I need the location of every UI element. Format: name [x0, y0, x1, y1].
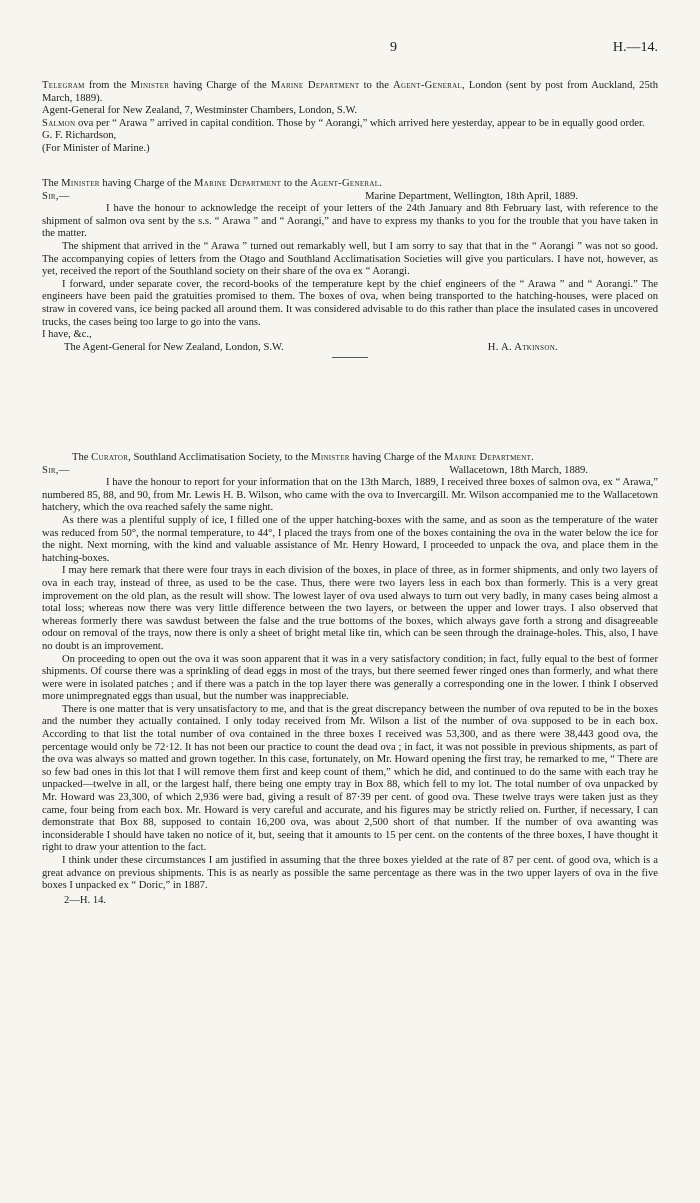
letter2-paragraph: On proceeding to open out the ova it was soon apparent that it was in a very satisfactory condition; in fact, fully equal to the best of former shipments. Of course there was a sprinkling of dead eggs in most of the trays, but there seemed fewer ringed ones than formerly, and what there were were in isolated patches ; and if there was a patch in the top layer there was generally a corresponding one in the lower. I think I observed more unimpregnated eggs than usual, but the number was inappreciable. — [42, 653, 658, 703]
letter1-salutation-row — [42, 191, 658, 204]
telegram-address: Agent-General for New Zealand, 7, Westminster Chambers, London, S.W. — [42, 105, 358, 117]
telegram-body — [42, 118, 658, 131]
telegram-body-part: ova per “ Arawa ” arrived in capital condition. Those by “ Aorangi,” which arrived here yesterday, appear to be in equally good order. — [75, 117, 645, 129]
letter1-paragraph: I forward, under separate cover, the record-books of the temperature kept by the chief engineers of the “ Arawa ” and “ Aorangi.” The engineers have been paid the gratuities promised to them. The boxes of ova, when being transported to the hatching-houses, were placed on straw in covered vans, ice being packed all around them. It was considered advisable to do this rather than place the insulated cases in uncovered trucks, the cases being too large to go into the vans. — [42, 278, 658, 328]
letter2-heading-part: Marine Department — [444, 452, 532, 463]
letter1-heading-part: Minister — [61, 178, 100, 189]
letter2-heading — [42, 452, 658, 465]
letter2-heading-part: Curator — [91, 452, 129, 463]
letter2-paragraph: I think under these circumstances I am justified in assuming that the three boxes yielded at the rate of 87 per cent. of good ova, which is a great advance on previous shipments. This is as nearly as possible the same percentage as there was in the two upper layers of ova in the five boxes I unpacked ex “ Doric,” in 1887. — [42, 855, 658, 892]
letter1-signature-row — [42, 342, 658, 355]
letter2-paragraph: I have the honour to report for your information that on the 13th March, 1889, I received three boxes of salmon ova, ex “ Arawa,” numbered 85, 88, and 90, from Mr. Lewis H. B. Wilson, who came with the ova to Invercargill. Mr. Wilson accompanied me to the Wallacetown hatchery, which the ova reached safely the same night. — [42, 477, 658, 514]
letter-curator-to-minister — [42, 452, 658, 907]
letter1-heading-part: Agent-General — [310, 178, 380, 189]
letter1-dateline: Marine Department, Wellington, 18th April, 1889. — [365, 190, 578, 202]
letter1-signatory: H. A. Atkinson. — [487, 341, 558, 353]
letter2-heading-part: having Charge of the — [349, 452, 444, 463]
telegram-title-part: , London (sent by post from Auckland, 25th March, 1889). — [42, 80, 659, 104]
parliamentary-reference: H.—14. — [612, 40, 658, 55]
telegram-title-part: Agent-General — [393, 80, 463, 91]
letter-minister-to-agent-general — [42, 178, 658, 361]
letter2-paragraph: There is one matter that is very unsatisfactory to me, and that is the great discrepancy between the number of ova reputed to be in the boxes and the number they actually contained. I only today received from Mr. Wilson a list of the number of ova supposed to be in each box. According to that list the total number of ova contained in the three boxes I received was 53,300, and as there were 38,443 good ova, the percentage would only be 72·12. It has not been our practice to count the dead ova ; in fact, it was not possible in previous shipments, as part of the ova was always so matted and grown together. In this case, fortunately, on Mr. Howard opening the first tray, he remarked to me, “ There are so few bad ones in this lot that I will remove them first and keep count of them,” which he did, and continued to do the same with each tray he unpacked—twelve in all, or the largest half, there being one empty tray in Box 88, which fell to my lot. The total number of ova unpacked by Mr. Howard was 23,300, of which 2,936 were bad, giving a result of 87·39 per cent. of good ova. These twelve trays were taken just as they came, four being from each box. Mr. Howard is very careful and accurate, and his figures may be strictly relied on. Further, if necessary, I can demonstrate that Box 88, supposed to contain 16,200 ova, was about 2,500 short of that number. If the number of ova awanting was inconsiderable I should have taken no notice of it, but, seeing that it amounts to 15 per cent. on the contents of the three boxes, I have thought it right to draw your attention to the fact. — [42, 703, 658, 854]
letter1-heading-part: having Charge of the — [99, 178, 195, 189]
telegram-title-part: Minister — [130, 80, 170, 91]
letter2-dateline: Wallacetown, 18th March, 1889. — [449, 464, 588, 476]
telegram-signature: G. F. Richardson, — [42, 130, 117, 142]
letter1-salutation: Sir,— — [42, 190, 70, 202]
telegram-title-part: from the — [84, 80, 131, 91]
letter1-paragraph: I have the honour to acknowledge the receipt of your letters of the 24th January and 8th February last, with reference to the shipment of salmon ova sent by the s.s. “ Arawa ” and “ Aorangi,” and have to express my thanks to you for the trouble that you have taken in the matter. — [42, 203, 658, 240]
letter2-heading-part: , Southland Acclimatisation Society, to the — [128, 452, 312, 463]
page-number: 9 — [390, 40, 397, 55]
telegram-title — [42, 80, 658, 105]
letter1-heading-part: . — [379, 178, 382, 189]
letter2-heading-part: The — [72, 452, 92, 463]
letter2-paragraph: As there was a plentiful supply of ice, I filled one of the upper hatching-boxes with the same, and as soon as the temperature of the water was reduced from 50°, the normal temperature, to 44°, I placed the trays from one of the boxes containing the ova in the water below the ice for the night. Next morning, with the kind and valuable assistance of Mr. Henry Howard, I proceeded to unpack the ova, and place them in the hatching-boxes. — [42, 514, 658, 564]
letter1-paragraph: The shipment that arrived in the “ Arawa ” turned out remarkably well, but I am sorry to say that that in the “ Aorangi ” was not so good. The accompanying copies of letters from the Otago and Southland Acclimatisation Societies will give you particulars. I have not, however, as yet, received the report of the Southland society on their share of the ova ex “ Aorangi. — [42, 240, 658, 278]
letter2-salutation: Sir,— — [42, 464, 70, 476]
letter2-salutation-row — [42, 465, 658, 478]
letter1-heading-part: to the — [281, 178, 311, 189]
letter2-heading-part: . — [531, 452, 534, 463]
letter2-heading-part: Minister — [311, 452, 350, 463]
letter1-recipient: The Agent-General for New Zealand, London, S.W. — [64, 341, 284, 353]
letter1-heading — [42, 178, 658, 191]
telegram-body-part: Salmon — [42, 117, 76, 129]
telegram-title-part: Marine Department — [270, 80, 360, 91]
letter1-heading-part: The — [42, 178, 62, 189]
letter1-closing: I have, &c., — [42, 329, 92, 341]
telegram-section — [42, 80, 658, 156]
section-divider — [332, 357, 368, 358]
telegram-title-part: Telegram — [42, 80, 85, 91]
letter1-heading-part: Marine Department — [194, 178, 282, 189]
telegram-signature-note: (For Minister of Marine.) — [42, 142, 150, 154]
telegram-title-part: having Charge of the — [169, 80, 271, 91]
signature-mark: 2—H. 14. — [64, 894, 107, 906]
telegram-title-part: to the — [359, 80, 394, 91]
letter2-paragraph: I may here remark that there were four trays in each division of the boxes, in place of three, as in former shipments, and only two layers of ova in each tray, instead of three, as used to be the case. Thus, there were two layers less in each box than formerly. This is a very great improvement on the old plan, as the result will show. The lowest layer of ova used always to turn out very badly, in many cases being almost a total loss; whereas now there was very little difference between the two layers, or between the upper and lower trays. I also observed that whereas formerly there was sawdust between the false and the true bottoms of the boxes, which always gave forth a strong and disagreeable odour on removal of the trays, now there is only a sheet of bright metal like tin, which can be seen through the drainage-holes. This, also, I have no doubt is an improvement. — [42, 565, 658, 652]
